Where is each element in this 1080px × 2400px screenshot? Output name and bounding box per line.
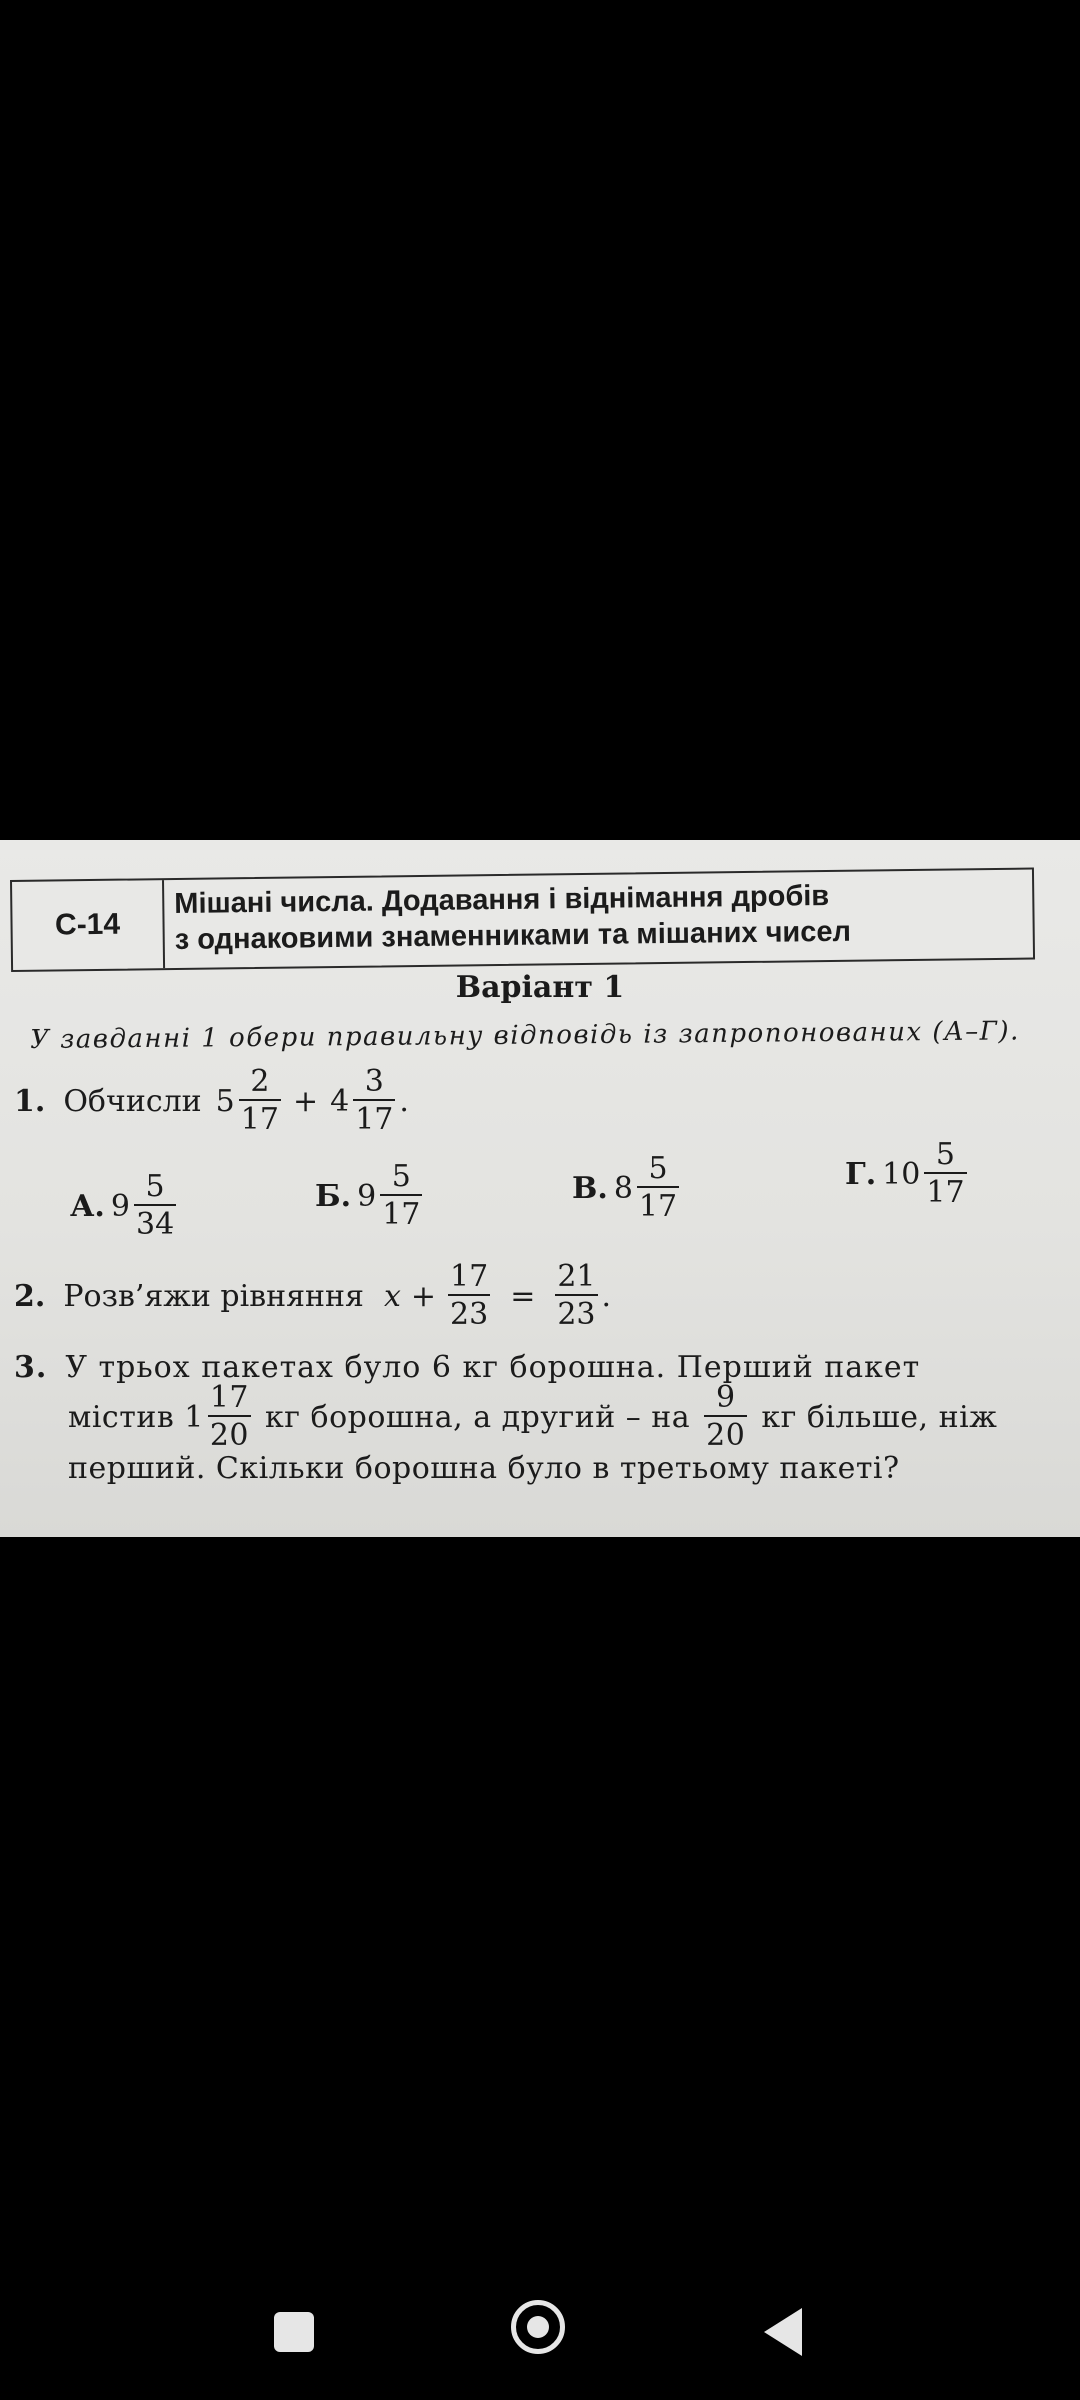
task-3-line-3: перший. Скільки борошна було в третьому пакеті? bbox=[68, 1451, 900, 1486]
option-fraction bbox=[134, 1170, 176, 1242]
worksheet-code: С-14 bbox=[12, 880, 165, 970]
option-letter: В. bbox=[572, 1170, 608, 1206]
numerator: 5 bbox=[935, 1137, 955, 1172]
option-g bbox=[845, 1138, 971, 1210]
option-whole: 10 bbox=[882, 1156, 921, 1192]
denominator: 23 bbox=[448, 1294, 490, 1332]
task-3-line-1 bbox=[14, 1350, 1074, 1385]
title-line-2: з однаковими знаменниками та мішаних чисел bbox=[174, 915, 852, 956]
option-letter: Б. bbox=[315, 1178, 352, 1214]
instruction-text: У завданні 1 обери правильну відповідь із запропонованих (А–Г). bbox=[30, 1016, 1020, 1055]
title-line-1: Мішані числа. Додавання і віднімання дробів bbox=[174, 879, 830, 920]
denominator: 17 bbox=[239, 1099, 281, 1137]
numerator: 9 bbox=[715, 1380, 736, 1415]
option-a bbox=[70, 1170, 180, 1242]
plus-sign: + bbox=[410, 1278, 437, 1314]
task-3-text-a: містив bbox=[68, 1399, 175, 1435]
denominator: 17 bbox=[637, 1186, 679, 1224]
system-nav-bar bbox=[0, 2290, 1080, 2380]
denominator: 17 bbox=[380, 1194, 422, 1232]
task-1-a-whole: 5 bbox=[215, 1083, 235, 1119]
task-3-text-c: кг більше, ніж bbox=[761, 1399, 998, 1435]
task-2-a-fraction bbox=[448, 1260, 490, 1332]
option-fraction bbox=[637, 1152, 679, 1224]
variant-title: Варіант 1 bbox=[455, 970, 625, 1005]
denominator: 20 bbox=[208, 1415, 251, 1453]
denominator: 17 bbox=[353, 1099, 395, 1137]
option-fraction bbox=[924, 1138, 966, 1210]
task-1-text: Обчисли bbox=[63, 1083, 202, 1119]
task-2 bbox=[14, 1260, 611, 1332]
task-1 bbox=[14, 1065, 409, 1137]
task-1-a-fraction bbox=[239, 1065, 281, 1137]
option-letter: Г. bbox=[845, 1156, 877, 1192]
denominator: 20 bbox=[704, 1415, 747, 1453]
answer-options bbox=[70, 1137, 1070, 1250]
home-dot bbox=[527, 2316, 549, 2338]
numerator: 21 bbox=[557, 1259, 596, 1294]
period: . bbox=[601, 1278, 612, 1314]
numerator: 17 bbox=[209, 1380, 249, 1415]
period: . bbox=[399, 1083, 409, 1119]
back-triangle-icon[interactable] bbox=[764, 2308, 802, 2356]
task-1-b-whole: 4 bbox=[330, 1083, 350, 1119]
numerator: 5 bbox=[145, 1169, 165, 1204]
option-whole: 9 bbox=[357, 1178, 377, 1214]
task-1-b-fraction bbox=[353, 1065, 395, 1137]
recents-square-icon[interactable] bbox=[274, 2312, 314, 2352]
worksheet-title bbox=[164, 872, 861, 968]
task-3-f1-fraction bbox=[208, 1381, 251, 1453]
task-3-line-1-text: У трьох пакетах було 6 кг борошна. Перший пакет bbox=[65, 1350, 921, 1385]
option-whole: 8 bbox=[613, 1170, 633, 1206]
option-fraction bbox=[380, 1160, 422, 1232]
numerator: 2 bbox=[250, 1064, 270, 1099]
task-2-number: 2. bbox=[14, 1278, 46, 1314]
denominator: 23 bbox=[555, 1294, 597, 1332]
worksheet-header bbox=[10, 867, 1035, 972]
task-3-f1-whole: 1 bbox=[184, 1399, 204, 1435]
task-3-number: 3. bbox=[14, 1350, 48, 1385]
numerator: 5 bbox=[391, 1159, 411, 1194]
task-3-f2-fraction bbox=[704, 1381, 747, 1453]
numerator: 5 bbox=[648, 1151, 668, 1186]
task-1-number: 1. bbox=[14, 1083, 46, 1119]
plus-sign: + bbox=[292, 1083, 319, 1119]
worksheet-photo bbox=[0, 840, 1080, 1537]
home-circle-icon[interactable] bbox=[511, 2300, 565, 2354]
option-v bbox=[572, 1152, 683, 1224]
numerator: 3 bbox=[364, 1064, 384, 1099]
variable-x: x bbox=[383, 1278, 401, 1314]
denominator: 17 bbox=[924, 1172, 966, 1210]
denominator: 34 bbox=[134, 1204, 176, 1242]
task-3 bbox=[14, 1350, 1074, 1486]
option-letter: А. bbox=[70, 1188, 105, 1224]
option-whole: 9 bbox=[110, 1188, 130, 1224]
option-b bbox=[315, 1160, 426, 1232]
task-3-text-b: кг борошна, а другий – на bbox=[265, 1399, 691, 1435]
task-2-text: Розв’яжи рівняння bbox=[63, 1278, 364, 1314]
task-2-b-fraction bbox=[555, 1260, 597, 1332]
equals-sign: = bbox=[510, 1278, 536, 1314]
task-3-line-2 bbox=[68, 1381, 1074, 1453]
numerator: 17 bbox=[450, 1259, 489, 1294]
